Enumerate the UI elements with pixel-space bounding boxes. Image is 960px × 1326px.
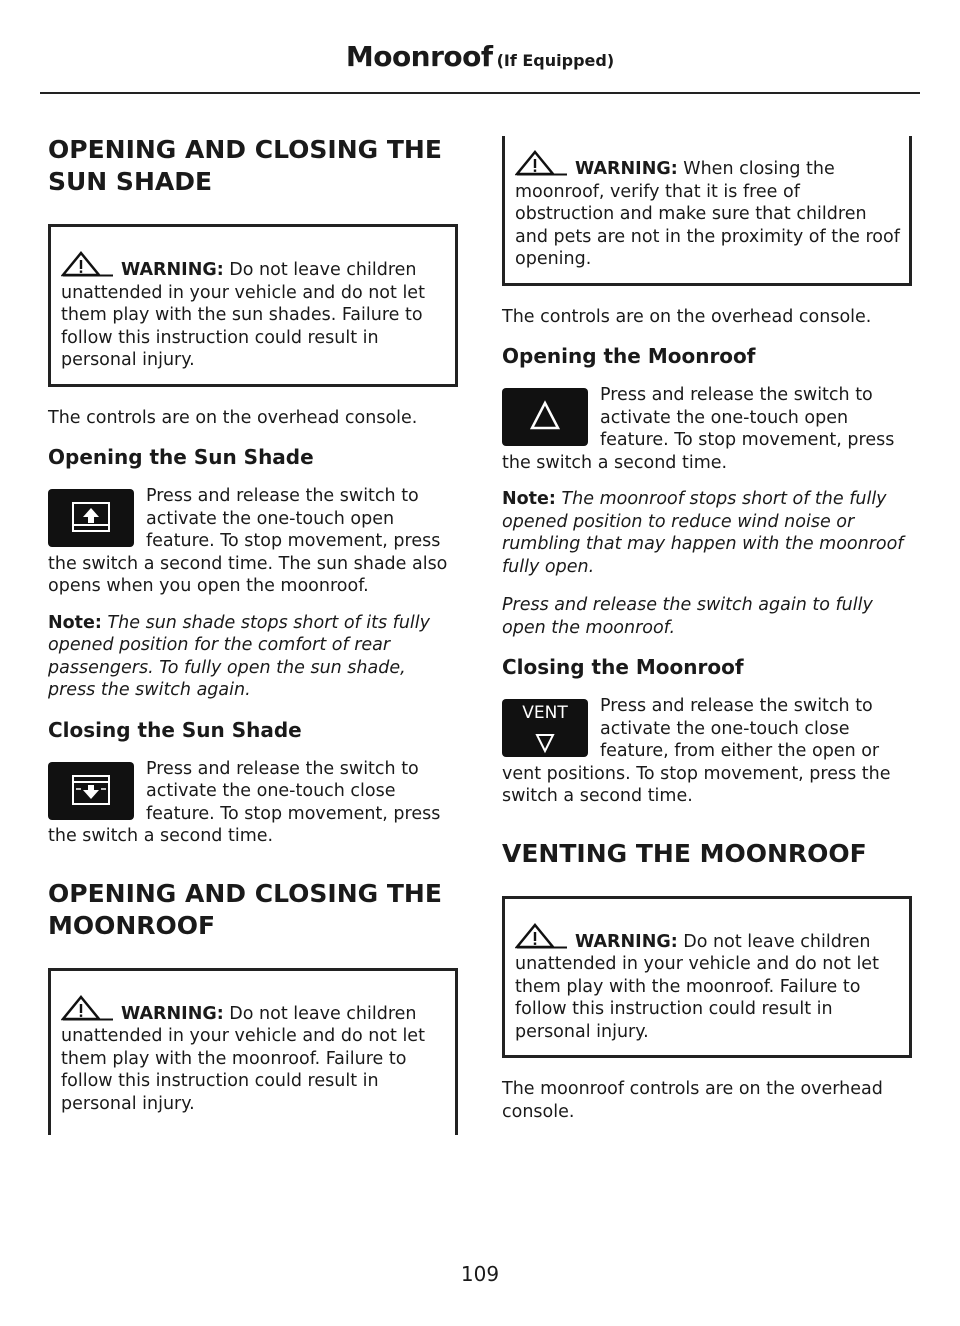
warning-triangle-icon <box>515 923 567 949</box>
sun-shade-close-switch-icon <box>48 762 134 820</box>
vent-label: VENT <box>522 703 568 723</box>
warning-text: Do not leave children unattended in your vehicle and do not let them play with the moonroof. Failure to follow this instruction could result in personal injury. <box>515 931 879 1042</box>
page-title: Moonroof <box>345 40 493 73</box>
close-moonroof-row <box>502 695 912 808</box>
controls-location: The controls are on the overhead console. <box>48 407 418 428</box>
warning-box-moonroof <box>48 968 458 1136</box>
open-sun-shade-row <box>48 485 458 598</box>
note-label: Note: <box>502 489 556 509</box>
moonroof-note <box>502 488 912 578</box>
warning-box-closing-moonroof <box>502 136 912 286</box>
moonroof-open-switch-icon <box>502 388 588 446</box>
warning-label: WARNING: <box>575 159 678 179</box>
warning-label: WARNING: <box>121 260 224 280</box>
sun-shade-note <box>48 612 458 702</box>
left-column <box>48 130 458 1155</box>
vent-controls-location: The moonroof controls are on the overhead console. <box>502 1079 883 1122</box>
heading-moonroof: OPENING AND CLOSING THE MOONROOF <box>48 878 442 940</box>
note-text: The sun shade stops short of its fully opened position for the comfort of rear passengers. To fully open the sun shade, press the switch again. <box>48 612 431 700</box>
open-sun-shade-text: Press and release the switch to activate the one-touch open feature. To stop movement, press the switch a second time. The sun shade also opens when you open the moonroof. <box>48 486 448 596</box>
warning-label: WARNING: <box>575 931 678 952</box>
warning-triangle-icon <box>515 150 567 176</box>
heading-sun-shade: OPENING AND CLOSING THE SUN SHADE <box>48 135 442 196</box>
note-label: Note: <box>48 612 102 633</box>
warning-triangle-icon <box>61 251 113 277</box>
warning-text: Do not leave children unattended in your vehicle and do not let them play with the sun shades. Failure to follow this instruction could result in personal injury. <box>61 260 425 370</box>
heading-open-sun-shade: Opening the Sun Shade <box>48 445 314 469</box>
heading-venting-moonroof: VENTING THE MOONROOF <box>502 838 867 868</box>
page-header <box>40 40 920 94</box>
open-moonroof-text: Press and release the switch to activate the one-touch open feature. To stop movement, press the switch a second time. <box>502 385 895 473</box>
note-text: The moonroof stops short of the fully opened position to reduce wind noise or rumbling that may happen with the moonroof fully open. <box>502 489 904 577</box>
page-number: 109 <box>460 1262 500 1286</box>
close-sun-shade-text: Press and release the switch to activate the one-touch close feature. To stop movement, press the switch a second time. <box>48 758 441 846</box>
heading-open-moonroof: Opening the Moonroof <box>502 344 756 368</box>
right-column <box>502 136 912 1139</box>
open-moonroof-row <box>502 384 912 474</box>
close-moonroof-text: Press and release the switch to activate the one-touch close feature, from either the open or vent positions. To stop movement, press the switch a second time. <box>502 696 891 806</box>
controls-location: The controls are on the overhead console. <box>502 306 872 327</box>
warning-text: When closing the moonroof, verify that it is free of obstruction and make sure that children and pets are not in the proximity of the roof opening. <box>515 159 900 269</box>
moonroof-note-continued: Press and release the switch again to fully open the moonroof. <box>502 595 873 638</box>
page-subtitle: (If Equipped) <box>496 51 615 70</box>
heading-close-sun-shade: Closing the Sun Shade <box>48 717 302 742</box>
sun-shade-open-switch-icon <box>48 489 134 547</box>
warning-box-venting <box>502 896 912 1059</box>
warning-label: WARNING: <box>121 1003 224 1024</box>
warning-triangle-icon <box>61 995 113 1021</box>
warning-box-sun-shades <box>48 224 458 387</box>
moonroof-vent-close-switch-icon <box>502 699 588 757</box>
heading-close-moonroof: Closing the Moonroof <box>502 655 744 679</box>
close-sun-shade-row <box>48 758 458 848</box>
warning-text: Do not leave children unattended in your vehicle and do not let them play with the moonroof. Failure to follow this instruction could result in personal injury. <box>61 1003 425 1114</box>
